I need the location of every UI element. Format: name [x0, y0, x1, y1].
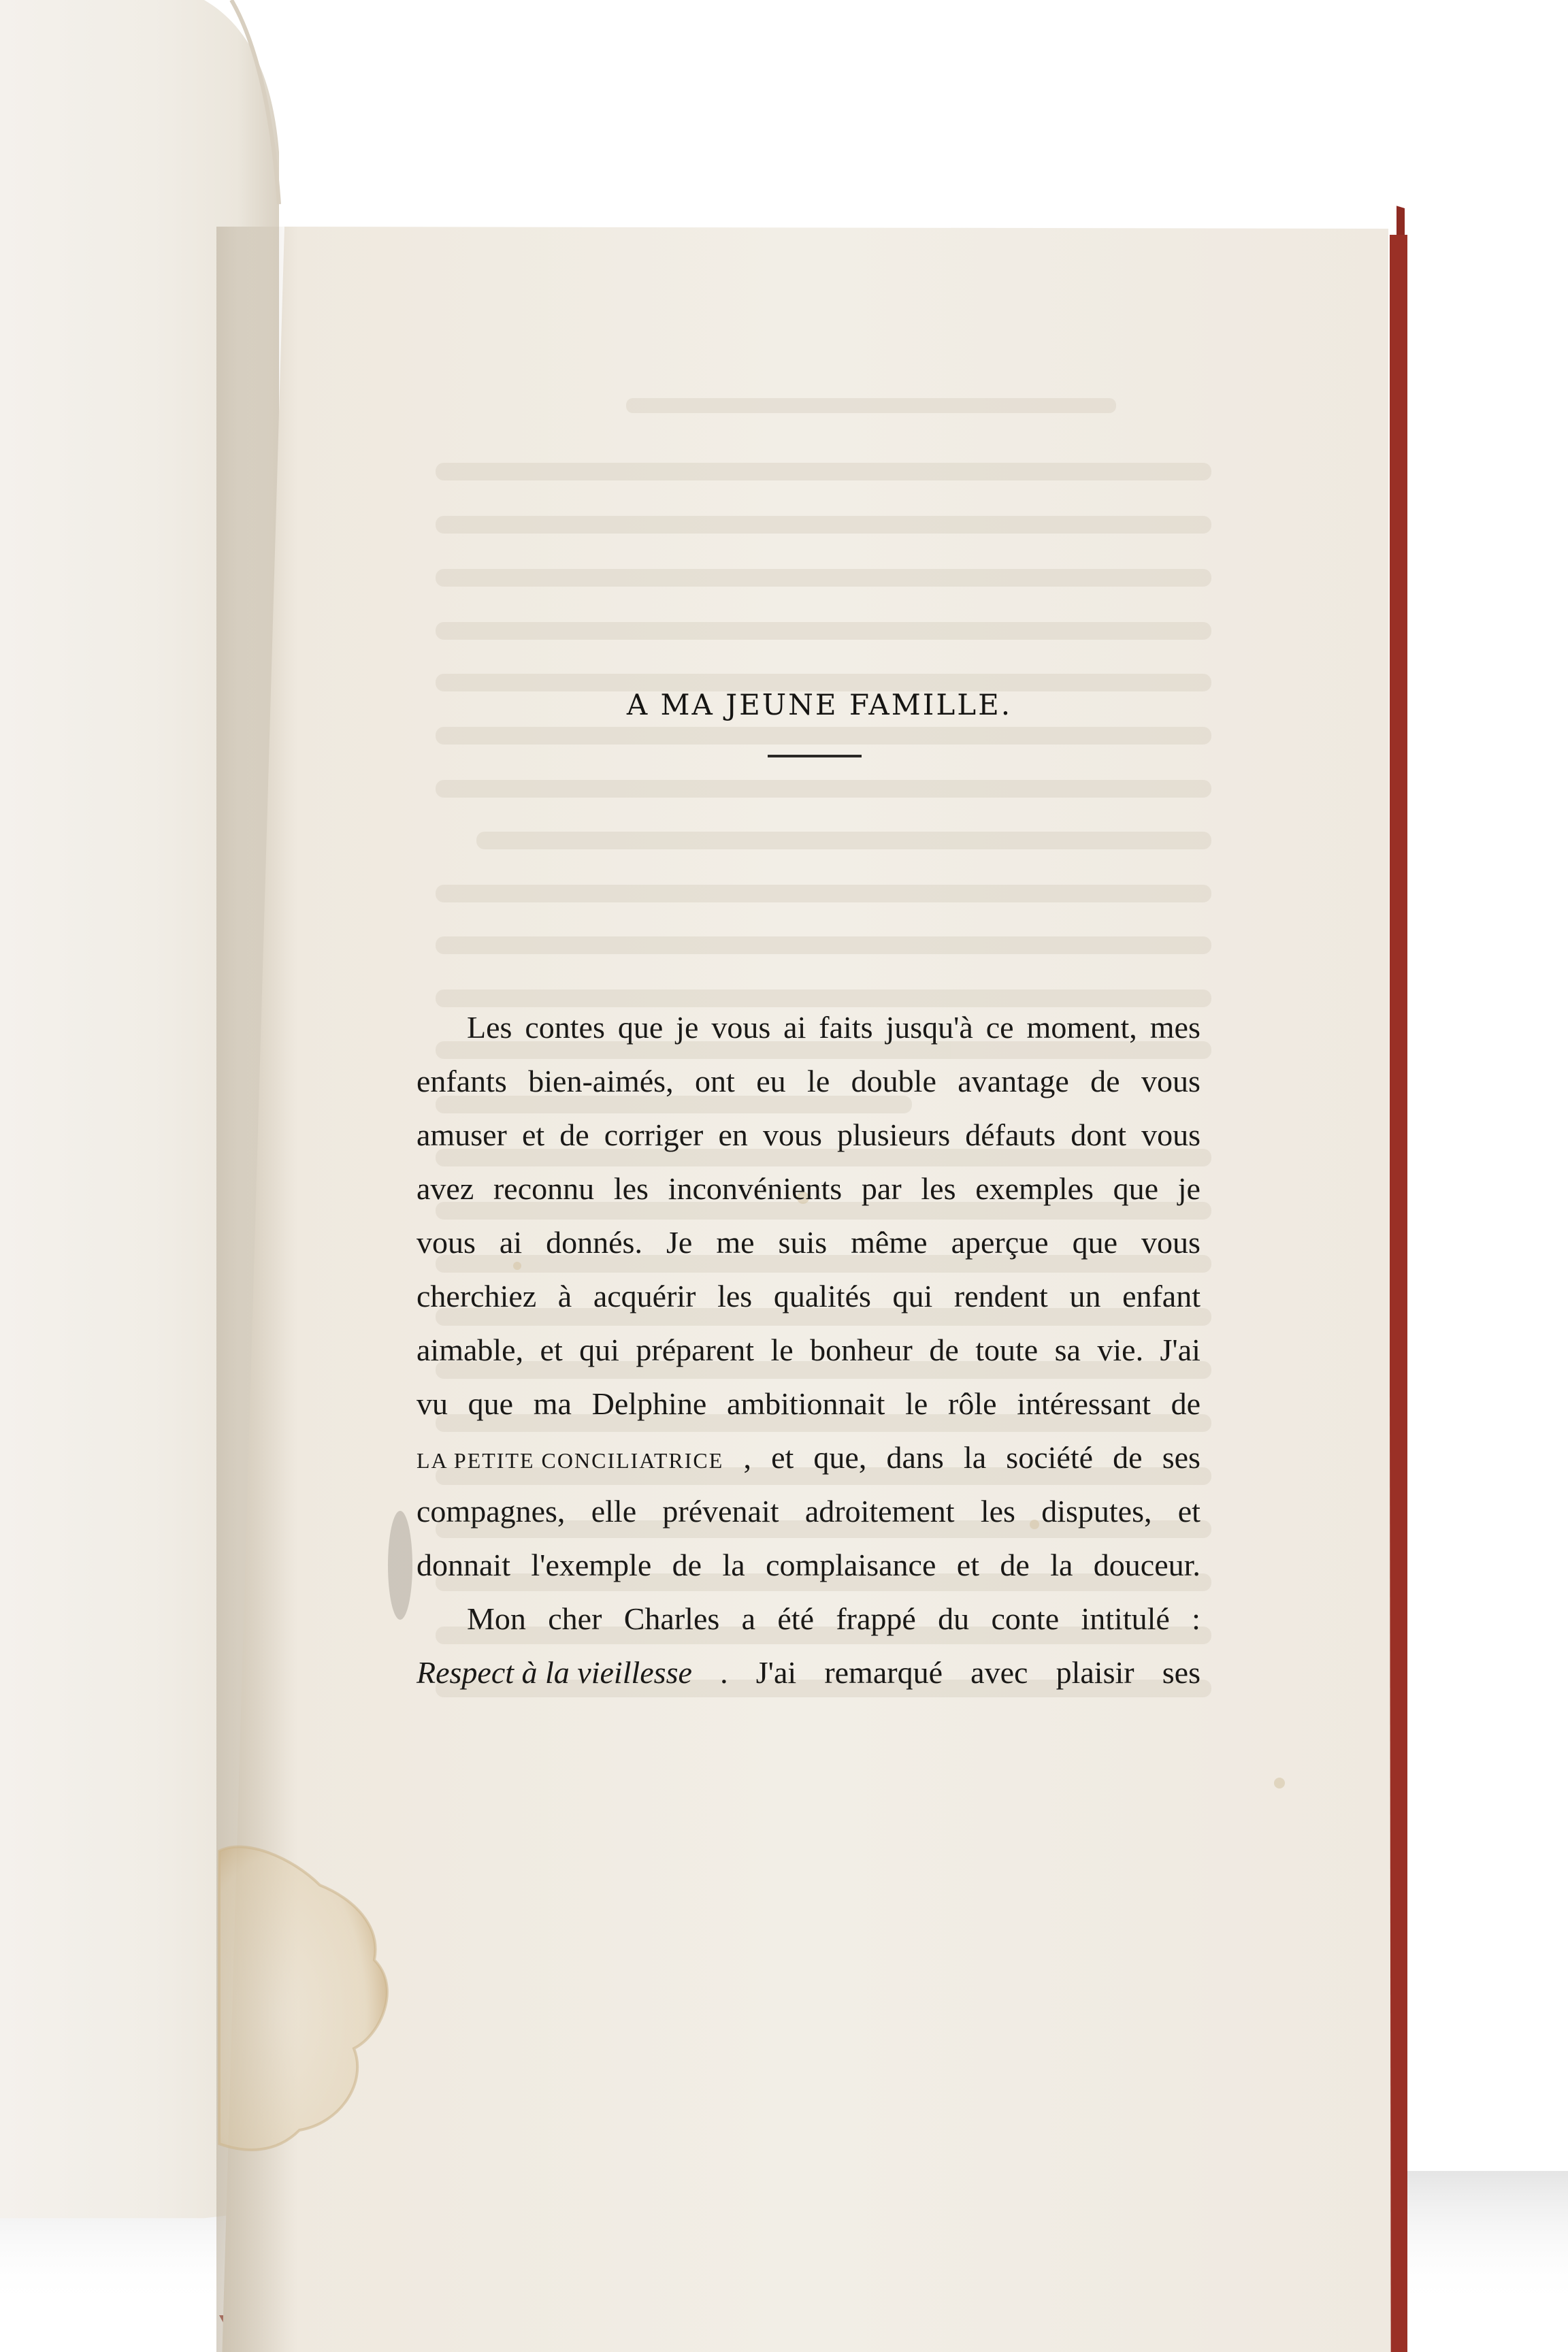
- word: vous: [1141, 1064, 1200, 1098]
- word: vous: [763, 1117, 822, 1152]
- word: un: [1069, 1279, 1101, 1313]
- word: le: [770, 1333, 794, 1367]
- word: jusqu'à: [885, 1010, 973, 1045]
- text-line: [416, 1167, 1200, 1211]
- word: bonheur: [810, 1333, 913, 1367]
- word: de: [1113, 1440, 1143, 1475]
- word: :: [1192, 1601, 1200, 1636]
- word: rendent: [953, 1279, 1048, 1313]
- word: enfant: [1122, 1279, 1200, 1313]
- word: mes: [1149, 1010, 1200, 1045]
- word: ses: [1162, 1440, 1200, 1475]
- word: ai: [499, 1225, 523, 1260]
- word: moment,: [1026, 1010, 1137, 1045]
- word: plaisir: [1056, 1655, 1134, 1690]
- word: préparent: [636, 1333, 755, 1367]
- word: dans: [886, 1440, 944, 1475]
- word: que: [468, 1386, 514, 1421]
- word: qualités: [773, 1279, 871, 1313]
- text-line: [467, 1597, 1200, 1641]
- word: que: [1072, 1225, 1118, 1260]
- word: ses: [1162, 1655, 1200, 1690]
- word: les: [921, 1171, 956, 1206]
- word: reconnu: [493, 1171, 595, 1206]
- word: compagnes,: [416, 1494, 566, 1529]
- word: plusieurs: [837, 1117, 951, 1152]
- word: vous: [1141, 1117, 1200, 1152]
- word: vous: [416, 1225, 476, 1260]
- word: l'exemple: [531, 1548, 652, 1582]
- word: défauts: [965, 1117, 1056, 1152]
- word: enfants: [416, 1064, 507, 1098]
- word: avantage: [958, 1064, 1069, 1098]
- word: amuser: [416, 1117, 507, 1152]
- text-line: [416, 1382, 1200, 1426]
- word: de: [1000, 1548, 1030, 1582]
- word: cher: [548, 1601, 602, 1636]
- word: les: [717, 1279, 753, 1313]
- word: que: [1113, 1171, 1159, 1206]
- word: sa: [1054, 1333, 1081, 1367]
- word: ai: [783, 1010, 806, 1045]
- word: elle: [591, 1494, 637, 1529]
- word: de: [929, 1333, 959, 1367]
- word: vu: [416, 1386, 448, 1421]
- word: la: [963, 1440, 987, 1475]
- word: je: [1177, 1171, 1200, 1206]
- word: frappé: [836, 1601, 916, 1636]
- word: Je: [666, 1225, 693, 1260]
- word: Charles: [623, 1601, 720, 1636]
- word: même: [851, 1225, 928, 1260]
- text-line: [416, 1275, 1200, 1318]
- word: vous: [711, 1010, 771, 1045]
- word: prévenait: [662, 1494, 779, 1529]
- word: de: [1171, 1386, 1200, 1421]
- word: intitulé: [1081, 1601, 1170, 1636]
- word: ma: [533, 1386, 572, 1421]
- text-line: [467, 1006, 1200, 1049]
- word: aimable,: [416, 1333, 524, 1367]
- word: intéressant: [1017, 1386, 1151, 1421]
- word: disputes,: [1041, 1494, 1152, 1529]
- word: exemples: [975, 1171, 1094, 1206]
- word: suis: [778, 1225, 828, 1260]
- word: de: [559, 1117, 589, 1152]
- word: remarqué: [824, 1655, 943, 1690]
- word: Mon: [467, 1601, 526, 1636]
- word: LA PETITE CONCILIATRICE: [416, 1448, 724, 1473]
- word: les: [980, 1494, 1015, 1529]
- text-line: [416, 1060, 1200, 1103]
- word: faits: [819, 1010, 873, 1045]
- word: donnés.: [546, 1225, 642, 1260]
- word: du: [938, 1601, 970, 1636]
- word: avez: [416, 1171, 474, 1206]
- word: la: [1050, 1548, 1073, 1582]
- word: a: [741, 1601, 756, 1636]
- text-line: [416, 1328, 1200, 1372]
- word: et: [1177, 1494, 1200, 1529]
- word: de: [1090, 1064, 1120, 1098]
- word: bien-aimés,: [528, 1064, 674, 1098]
- word: à: [557, 1279, 572, 1313]
- text-line: [416, 1113, 1200, 1157]
- word: douceur.: [1093, 1548, 1200, 1582]
- word: ont: [695, 1064, 735, 1098]
- word: inconvénients: [668, 1171, 843, 1206]
- word: qui: [579, 1333, 619, 1367]
- word: Les: [467, 1010, 512, 1045]
- word: le: [905, 1386, 928, 1421]
- word: que,: [813, 1440, 867, 1475]
- word: adroitement: [804, 1494, 955, 1529]
- word: cherchiez: [416, 1279, 537, 1313]
- text-line: [416, 1651, 1200, 1695]
- word: société: [1006, 1440, 1094, 1475]
- text-line: [416, 1490, 1200, 1533]
- word: me: [716, 1225, 755, 1260]
- word: Delphine: [591, 1386, 707, 1421]
- word: de: [672, 1548, 702, 1582]
- word: acquérir: [593, 1279, 696, 1313]
- word: ce: [985, 1010, 1014, 1045]
- word: ,: [743, 1440, 751, 1475]
- word: rôle: [948, 1386, 997, 1421]
- word: aperçue: [951, 1225, 1049, 1260]
- text-line: [416, 1221, 1200, 1264]
- word: toute: [975, 1333, 1039, 1367]
- word: et: [771, 1440, 794, 1475]
- word: complaisance: [766, 1548, 936, 1582]
- word: .: [720, 1655, 728, 1690]
- word: ambitionnait: [726, 1386, 885, 1421]
- word: avec: [970, 1655, 1028, 1690]
- word: été: [777, 1601, 814, 1636]
- word: donnait: [416, 1548, 510, 1582]
- word: le: [807, 1064, 830, 1098]
- word: que: [617, 1010, 664, 1045]
- word: vous: [1141, 1225, 1200, 1260]
- word: corriger: [604, 1117, 704, 1152]
- word: double: [851, 1064, 936, 1098]
- text-line: [416, 1544, 1200, 1587]
- word: et: [521, 1117, 545, 1152]
- word: Respect à la vieillesse: [416, 1655, 692, 1690]
- word: la: [722, 1548, 745, 1582]
- word: dont: [1071, 1117, 1126, 1152]
- word: conte: [991, 1601, 1060, 1636]
- word: par: [861, 1171, 902, 1206]
- word: J'ai: [755, 1655, 797, 1690]
- word: les: [613, 1171, 649, 1206]
- word: en: [718, 1117, 748, 1152]
- word: qui: [892, 1279, 933, 1313]
- title-rule: [768, 755, 862, 757]
- text-line: [416, 1436, 1200, 1480]
- word: et: [540, 1333, 563, 1367]
- word: contes: [525, 1010, 605, 1045]
- word: vie.: [1097, 1333, 1144, 1367]
- page-title: A MA JEUNE FAMILLE.: [626, 687, 1013, 721]
- word: eu: [756, 1064, 786, 1098]
- word: et: [956, 1548, 979, 1582]
- word: je: [676, 1010, 699, 1045]
- word: J'ai: [1160, 1333, 1200, 1367]
